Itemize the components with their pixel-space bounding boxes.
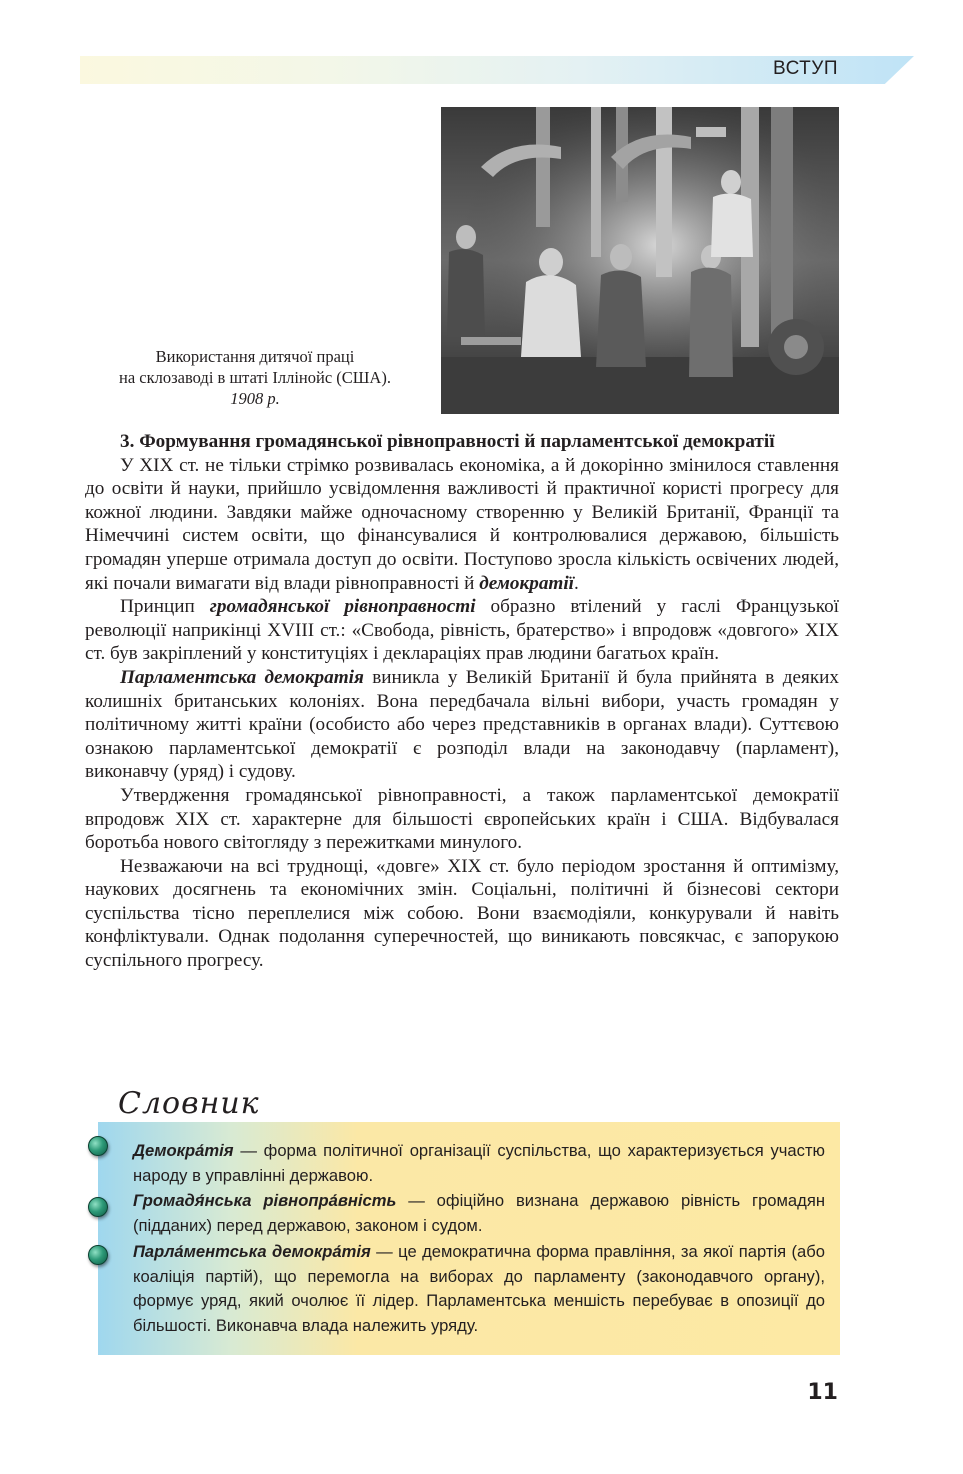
child-labor-photo — [441, 107, 839, 414]
glossary-term-3: Парла́ментська демокра́тія — [133, 1242, 371, 1261]
paragraph-2-start: Принцип — [120, 596, 210, 618]
glossary-definition-1: — форма політичної організації суспільства, що характеризується участю народу в управлінні державою. — [133, 1141, 825, 1185]
caption-line-1: Використання дитячої праці — [155, 347, 355, 366]
caption-year: 1908 р. — [230, 389, 280, 408]
glossary-entry-3 — [133, 1240, 825, 1338]
paragraph-3-text: виникла у Великій Британії й була прийнята в деяких колишніх британських колоніях. Вона передбачала вільні вибори, участь громадян у політичному житті країни (особисто або через представників в органах влади). Суттєвою ознакою парламентської демократії є розподіл влади на законодавчу (парламент), виконавчу (уряд) і судову. — [85, 666, 839, 783]
paragraph-1-text: У XIX ст. не тільки стрімко розвивалась економіка, а й докорінно змінилося ставлення до освіти й науки, прийшло усвідомлення важливості й практичної користі прогресу для кожної людини. Завдяки майже одночасному створенню у Великій Британії, Франції та Німеччині систем освіти, що фінансувалися й контролювалися державою, більшість громадян уперше отримала доступ до освіти. Поступово зросла кількість освічених людей, які почали вимагати від влади рівноправності й — [85, 454, 839, 594]
paragraph-2-text: образно втілений у гаслі Французької революції наприкінці XVIII ст.: «Свобода, рівність, братерство» і впродовж «довгого» XIX ст. був закріплений у конституціях і деклараціях прав людини багатьох країн. — [85, 596, 840, 665]
paragraph-1-end: . — [574, 572, 579, 594]
glossary-definition-2: — офіційно визнана державою рівність громадян (підданих) перед державою, законом і судом. — [133, 1191, 825, 1235]
section-title: ВСТУП — [773, 58, 838, 79]
term-democracy: демократії — [479, 572, 575, 594]
glossary-title: Словник — [118, 1086, 260, 1121]
page-number: 11 — [807, 1380, 838, 1405]
section-heading: 3. Формування громадянської рівноправності й парламентської демократії — [120, 431, 775, 452]
term-parliamentary-democracy: Парламентська демократія — [120, 666, 364, 688]
glossary-term-2: Громадя́нська рівнопра́вність — [133, 1191, 397, 1210]
section-body — [85, 430, 839, 973]
caption-line-2: на склозаводі в штаті Іллінойс (США). — [119, 368, 391, 387]
term-civil-equality: громадянської рівноправності — [209, 596, 476, 618]
paragraph-2 — [85, 595, 839, 666]
glossary-definition-3: — це демократична форма правління, за якої партія (або коаліція партій), що перемогла на виборах до парламенту (законодавчого органу), формує уряд, який очолює її лідер. Парламентська меншість перебуває в опозиції до більшості. Виконавча влада належить уряду. — [133, 1242, 825, 1335]
bullet-icon — [88, 1197, 108, 1217]
glossary-term-1: Демокра́тія — [133, 1141, 234, 1160]
paragraph-5: Незважаючи на всі труднощі, «довге» XIX ст. було періодом зростання й оптимізму, наукових досягнень та економічних змін. Соціальні, політичні й бізнесові сектори суспільства тісно переплелися між собою. Вони взаємодіяли, конкурували й навіть конфліктували. Однак подолання суперечностей, що виникають повсякчас, є запорукою суспільного прогресу. — [85, 855, 839, 972]
glossary-entry-2 — [133, 1189, 825, 1238]
paragraph-3 — [85, 666, 839, 784]
glossary-entry-1 — [133, 1139, 825, 1188]
photo-caption — [80, 346, 430, 409]
bullet-icon — [88, 1136, 108, 1156]
paragraph-4: Утвердження громадянської рівноправності, а також парламентської демократії впродовж XIX ст. характерне для більшості європейських країн і США. Відбувалася боротьба нового світогляду з пережитками минулого. — [85, 784, 839, 854]
paragraph-1 — [85, 454, 839, 596]
bullet-icon — [88, 1245, 108, 1265]
